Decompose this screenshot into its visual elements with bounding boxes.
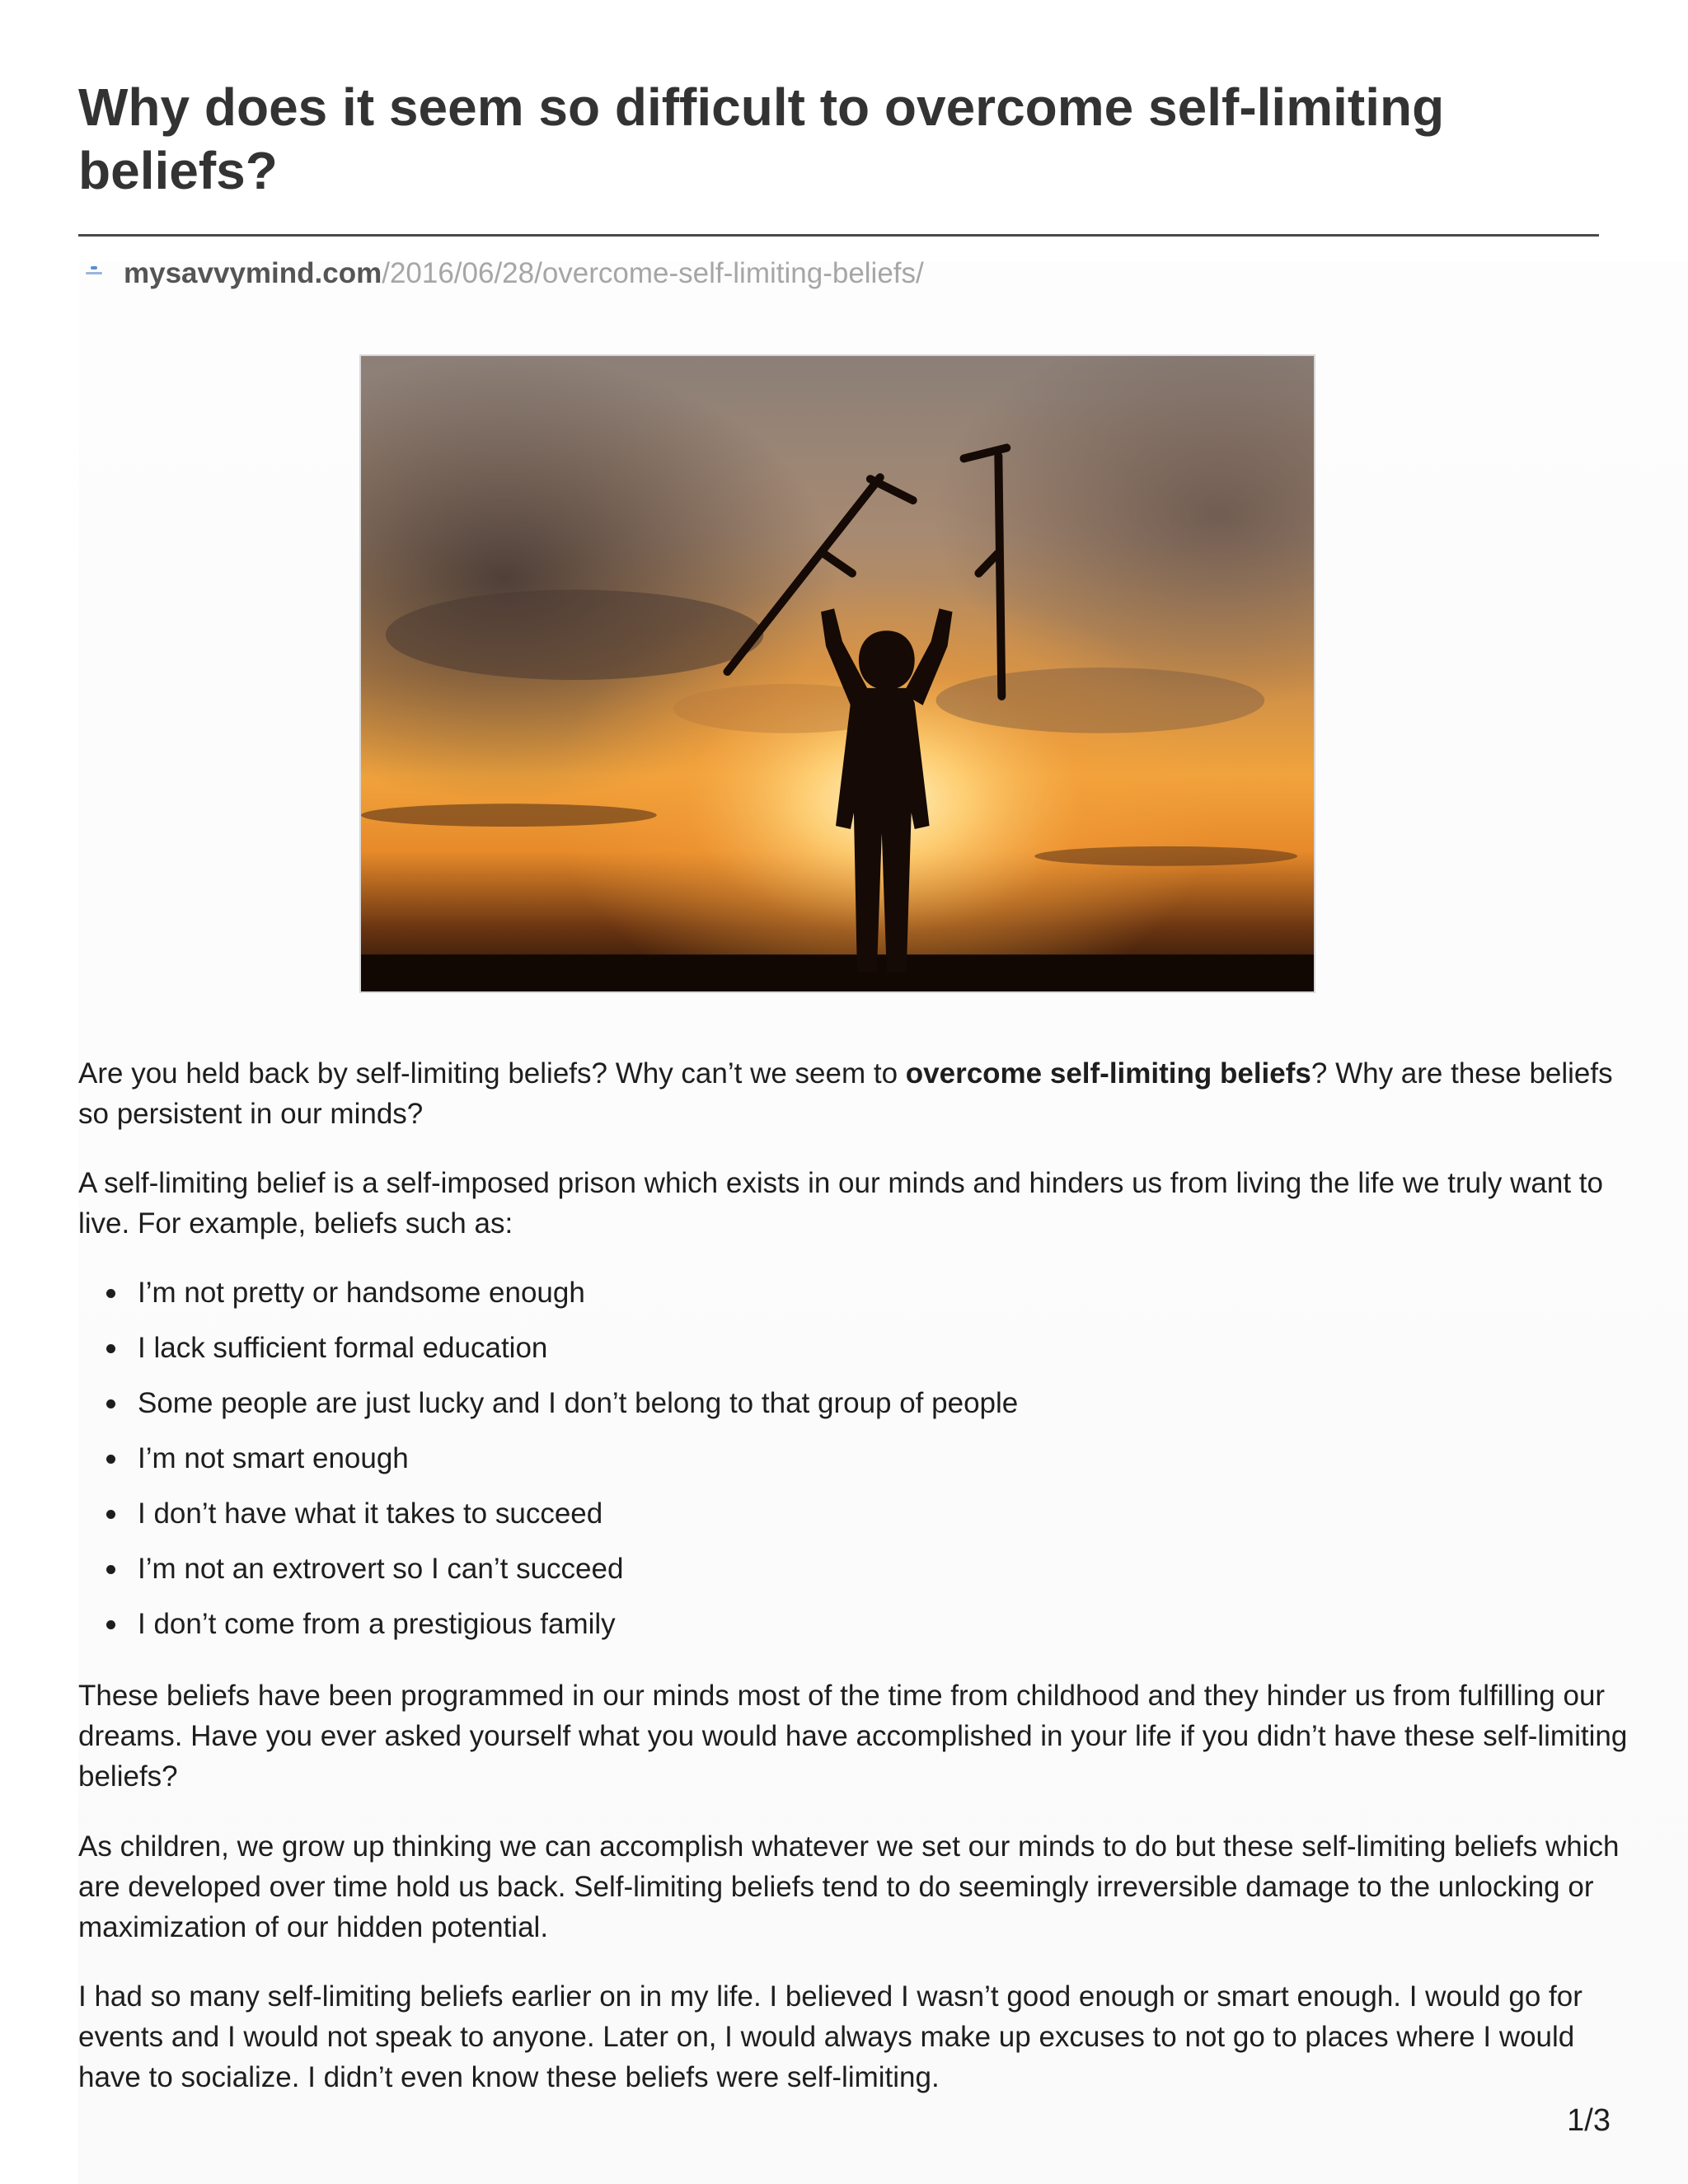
hero-image xyxy=(359,354,1315,993)
site-favicon-icon xyxy=(84,263,106,284)
list-item: I’m not smart enough xyxy=(78,1438,1562,1493)
sunset-silhouette-image xyxy=(361,356,1314,991)
personal-story-paragraph: I had so many self-limiting beliefs earlier on in my life. I believed I wasn’t good enough or smart enough. I would go for events and I would not speak to anyone. Later on, I would always make up excuses to not go to places where I would have to socialize. I didn’t even know these beliefs were self-limiting. xyxy=(78,1980,1582,2093)
source-domain[interactable]: mysavvymind.com xyxy=(124,257,382,289)
potential-paragraph: As children, we grow up thinking we can accomplish whatever we set our minds to do but these self-limiting beliefs which are developed over time hold us back. Self-limiting beliefs tend to do seemingly irreversible damage to the unlocking or maximization of our hidden potential. xyxy=(78,1830,1620,1943)
intro-bold-keyword: overcome self-limiting beliefs xyxy=(905,1057,1311,1090)
intro-paragraph xyxy=(78,1053,1628,1134)
definition-paragraph: A self-limiting belief is a self-imposed prison which exists in our minds and hinders us from living the life we truly want to live. For example, beliefs such as: xyxy=(78,1167,1603,1240)
source-path[interactable]: /2016/06/28/overcome-self-limiting-beliefs/ xyxy=(382,257,924,289)
page-number: 1/3 xyxy=(1567,2103,1611,2138)
intro-text-start: Are you held back by self-limiting beliefs? Why can’t we seem to xyxy=(78,1057,906,1090)
title-divider xyxy=(78,234,1599,237)
childhood-paragraph: These beliefs have been programmed in our minds most of the time from childhood and they hinder us from fulfilling our dreams. Have you ever asked yourself what you would have accomplished in your life if you didn’t have these self-limiting beliefs? xyxy=(78,1680,1628,1793)
list-item: I’m not pretty or handsome enough xyxy=(78,1272,1562,1328)
article-title: Why does it seem so difficult to overcome self-limiting beliefs? xyxy=(78,77,1445,200)
intro-text-end: ? Why are these beliefs so persistent in our minds? xyxy=(78,1057,1613,1130)
list-item: I lack sufficient formal education xyxy=(78,1328,1562,1383)
list-item: Some people are just lucky and I don’t belong to that group of people xyxy=(78,1383,1562,1438)
list-item: I don’t come from a prestigious family xyxy=(78,1604,1562,1659)
list-item: I don’t have what it takes to succeed xyxy=(78,1493,1562,1549)
source-link[interactable] xyxy=(84,255,924,292)
beliefs-list xyxy=(78,1272,1562,1659)
list-item: I’m not an extrovert so I can’t succeed xyxy=(78,1549,1562,1604)
